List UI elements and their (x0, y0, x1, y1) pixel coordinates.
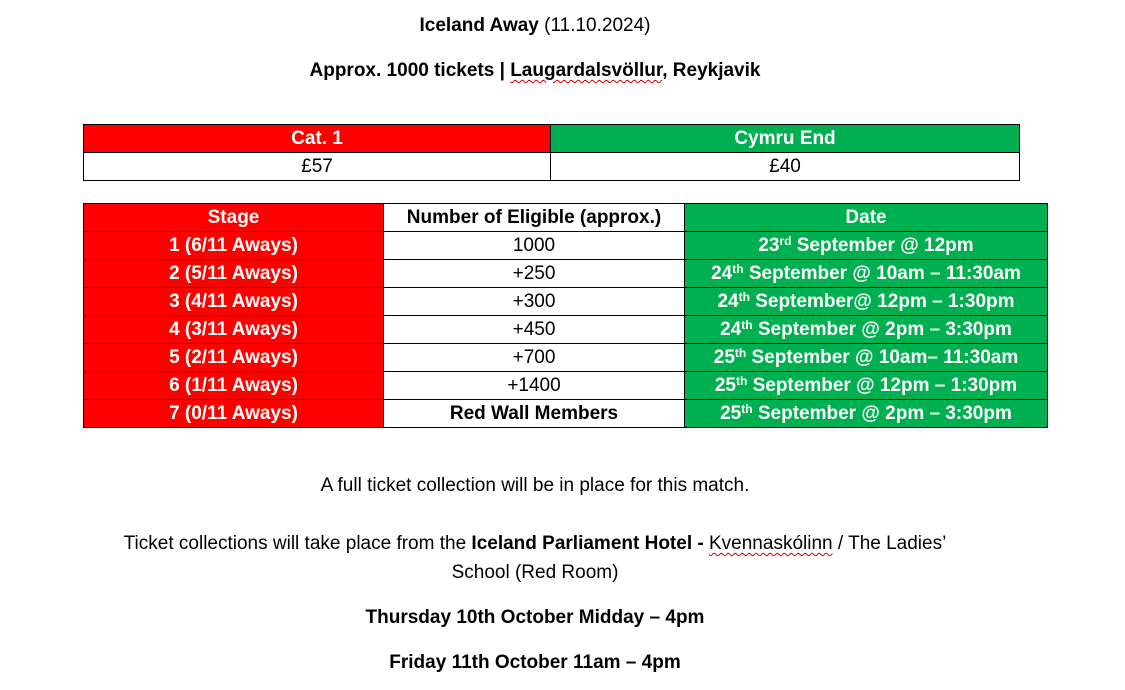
price-header-cymru-end: Cymru End (551, 125, 1020, 153)
stage-table-header-row (84, 204, 1048, 232)
date-rest: September @ 2pm – 3:30pm (752, 403, 1012, 424)
price-table-row (84, 153, 1020, 181)
header-date: Date (685, 204, 1048, 232)
date-day: 24 (720, 319, 742, 340)
eligible-cell: +450 (384, 316, 685, 344)
subtitle-venue: Laugardalsvöllur (510, 60, 663, 81)
table-row (84, 260, 1048, 288)
date-suffix: th (734, 346, 747, 360)
date-rest: September @ 10am– 11:30am (746, 347, 1019, 368)
page-title (0, 15, 1070, 37)
stage-cell: 7 (0/11 Aways) (84, 400, 384, 428)
date-rest: September @ 12pm (791, 235, 974, 256)
date-day: 24 (711, 263, 733, 284)
page-subtitle (0, 60, 1070, 82)
subtitle-city: , Reykjavik (662, 60, 761, 81)
subtitle-tickets: Approx. 1000 tickets | (309, 60, 511, 81)
location-suffix: / The Ladies’ (832, 533, 947, 554)
date-rest: September @ 12pm – 1:30pm (747, 375, 1018, 396)
date-cell (685, 372, 1048, 400)
eligible-cell: +300 (384, 288, 685, 316)
table-row (84, 344, 1048, 372)
eligible-cell: +700 (384, 344, 685, 372)
date-rest: September @ 2pm – 3:30pm (752, 319, 1012, 340)
stage-cell: 2 (5/11 Aways) (84, 260, 384, 288)
location-venue: Kvennaskólinn (709, 533, 833, 554)
date-day: 25 (713, 347, 735, 368)
title-match: Iceland Away (419, 15, 539, 36)
date-rest: September@ 12pm – 1:30pm (749, 291, 1015, 312)
stage-cell: 3 (4/11 Aways) (84, 288, 384, 316)
header-eligible: Number of Eligible (approx.) (384, 204, 685, 232)
date-suffix: th (735, 374, 748, 388)
price-cymru-end: £40 (551, 153, 1020, 181)
date-day: 25 (714, 375, 736, 396)
date-cell (685, 288, 1048, 316)
date-cell (685, 260, 1048, 288)
date-cell (685, 232, 1048, 260)
date-suffix: th (732, 262, 744, 276)
collection-day-thursday: Thursday 10th October Midday – 4pm (365, 607, 705, 628)
table-row (84, 400, 1048, 428)
table-row (84, 372, 1048, 400)
date-cell (685, 344, 1048, 372)
date-suffix: th (738, 290, 750, 304)
date-suffix: th (741, 318, 753, 332)
stage-table (83, 203, 1048, 428)
header-stage: Stage (84, 204, 384, 232)
eligible-cell: +1400 (384, 372, 685, 400)
table-row (84, 316, 1048, 344)
stage-cell: 5 (2/11 Aways) (84, 344, 384, 372)
stage-cell: 4 (3/11 Aways) (84, 316, 384, 344)
table-row (84, 288, 1048, 316)
price-header-cat1: Cat. 1 (84, 125, 551, 153)
date-suffix: rd (779, 234, 792, 248)
table-row (84, 232, 1048, 260)
location-prefix: Ticket collections will take place from the (123, 533, 472, 554)
price-cat1: £57 (84, 153, 551, 181)
date-day: 23 (758, 235, 780, 256)
date-cell (685, 400, 1048, 428)
eligible-cell: 1000 (384, 232, 685, 260)
eligible-cell: +250 (384, 260, 685, 288)
eligible-cell: Red Wall Members (384, 400, 685, 428)
price-table (83, 124, 1020, 181)
collection-location-line2: School (Red Room) (451, 562, 619, 583)
date-day: 24 (717, 291, 739, 312)
collection-note: A full ticket collection will be in place for this match. (320, 475, 750, 496)
stage-cell: 1 (6/11 Aways) (84, 232, 384, 260)
date-day: 25 (720, 403, 742, 424)
date-suffix: th (741, 402, 753, 416)
date-cell (685, 316, 1048, 344)
price-table-header-row (84, 125, 1020, 153)
title-date: (11.10.2024) (544, 15, 651, 36)
location-hotel: Iceland Parliament Hotel - (471, 533, 709, 554)
collection-day-friday: Friday 11th October 11am – 4pm (389, 652, 681, 673)
collection-location (0, 533, 1070, 555)
stage-cell: 6 (1/11 Aways) (84, 372, 384, 400)
date-rest: September @ 10am – 11:30am (743, 263, 1021, 284)
